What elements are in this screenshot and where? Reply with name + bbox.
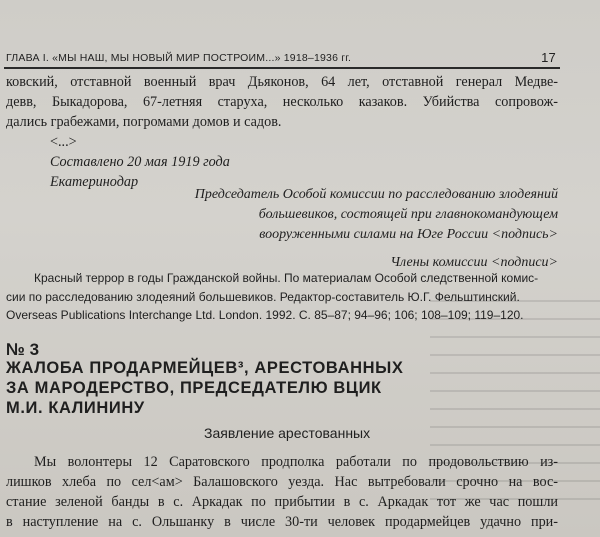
text-line: ковский, отставной военный врач Дьяконов, 64 лет, отставной генерал Медве- bbox=[6, 74, 558, 90]
text-line: девв, Быкадорова, 67-летняя старуха, несколько казаков. Убийства сопровож- bbox=[6, 94, 558, 110]
compiled-date: Составлено 20 мая 1919 года bbox=[50, 154, 230, 170]
signature-line: вооруженными силами на Юге России <подпись> bbox=[259, 227, 558, 242]
text-line: стание зеленой банды в с. Аркадак по прибытии в с. Аркадак тот же час пошли bbox=[6, 494, 558, 510]
document-title bbox=[6, 358, 403, 418]
commission-members: Члены комиссии <подписи> bbox=[390, 255, 558, 270]
title-line: ЗА МАРОДЕРСТВО, ПРЕДСЕДАТЕЛЮ ВЦИК bbox=[6, 379, 382, 397]
running-title: ГЛАВА I. «МЫ НАШ, МЫ НОВЫЙ МИР ПОСТРОИМ...» 1918–1936 гг. bbox=[6, 52, 352, 64]
document-subtitle: Заявление арестованных bbox=[204, 425, 371, 441]
citation-line: Overseas Publications Interchange Ltd. London. 1992. С. 85–87; 94–96; 106; 108–109; 119–120. bbox=[6, 308, 524, 322]
citation-line: сии по расследованию злодеяний большевиков. Редактор-составитель Ю.Г. Фельштинский. bbox=[6, 289, 520, 304]
text-line: дались грабежами, погромами домов и садов. bbox=[6, 114, 282, 130]
compiled-place: Екатеринодар bbox=[50, 174, 139, 190]
omission-mark: <...> bbox=[50, 134, 77, 150]
signature-line: Председатель Особой комиссии по расследованию злодеяний bbox=[194, 187, 558, 202]
signature-line: большевиков, состоящей при главнокомандующем bbox=[258, 207, 558, 222]
running-header bbox=[6, 52, 554, 64]
signature-block bbox=[195, 185, 558, 273]
text-line: в наступление на с. Ольшанку в числе 30-ти человек продармейцев удачно при- bbox=[6, 514, 558, 530]
text-line: лишков хлеба по сел<ам> Балашовского уезда. Нас вытребовали срочно на вос- bbox=[6, 474, 558, 490]
source-citation bbox=[6, 269, 556, 325]
title-line: М.И. КАЛИНИНУ bbox=[6, 399, 145, 417]
complaint-paragraph bbox=[6, 452, 558, 532]
page-number: 17 bbox=[541, 50, 556, 65]
text-line: Мы волонтеры 12 Саратовского продполка работали по продовольствию из- bbox=[34, 454, 558, 470]
paragraph-continued bbox=[6, 72, 558, 192]
title-line: ЖАЛОБА ПРОДАРМЕЙЦЕВ³, АРЕСТОВАННЫХ bbox=[6, 359, 404, 377]
document-number: № 3 bbox=[6, 340, 40, 359]
citation-line: Красный террор в годы Гражданской войны. По материалам Особой следственной комис- bbox=[34, 271, 539, 285]
header-rule bbox=[4, 67, 560, 69]
